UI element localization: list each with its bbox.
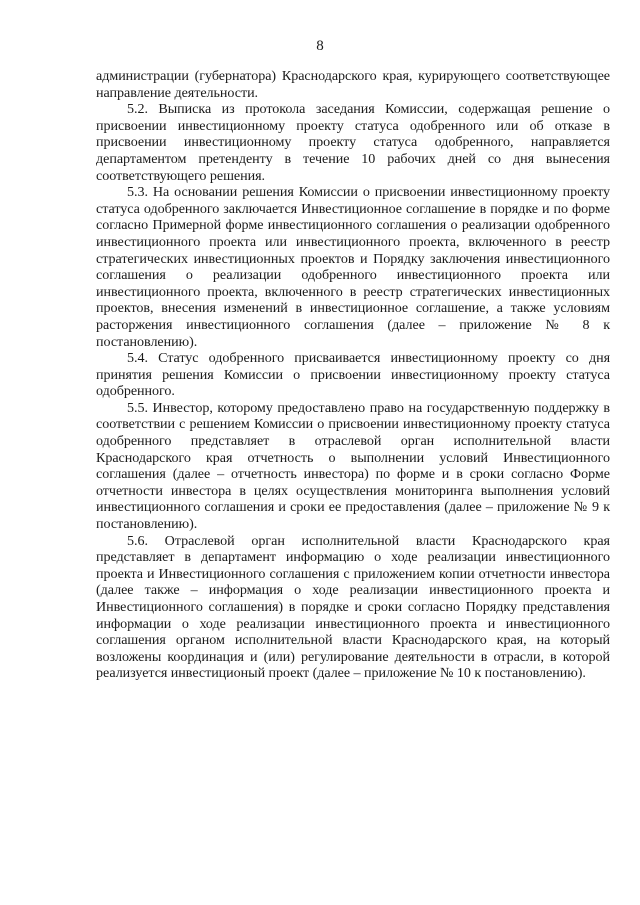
paragraph-5-6: 5.6. Отраслевой орган исполнительной власти Краснодарского края представляет в департамент информацию о ходе реализации инвестиционного проекта и Инвестиционного соглашения с приложением копии отчетности инвестора (далее также – информация о ходе реализации инвестиционного проекта и Инвестиционного соглашения) в порядке и сроки согласно Порядку представления информации о ходе реализации инвестиционного проекта и инвестиционного соглашения органом исполнительной власти Краснодарского края, на который возложены координация и (или) регулирование деятельности в отрасли, в которой реализуется инвестиционый проект (далее – приложение № 10 к постановлению). bbox=[96, 532, 610, 682]
paragraph-continuation: администрации (губернатора) Краснодарского края, курирующего соответствующее направление деятельности. bbox=[96, 68, 610, 101]
paragraph-5-3: 5.3. На основании решения Комиссии о присвоении инвестиционному проекту статуса одобренного заключается Инвестиционное соглашение в порядке и по форме согласно Примерной форме инвестиционного соглашения о реализации одобренного инвестиционного проекта или инвестиционного проекта, включенного в реестр стратегических инвестиционных проектов и Порядку заключения инвестиционного соглашения о реализации одобренного инвестиционного проекта или инвестиционного проекта, включенного в реестр стратегических инвестиционных проектов, внесения изменений в инвестиционное соглашение, а также условиям расторжения инвестиционного соглашения (далее – приложение № 8 к постановлению). bbox=[96, 184, 610, 350]
paragraph-5-5: 5.5. Инвестор, которому предоставлено право на государственную поддержку в соответствии с решением Комиссии о присвоении инвестиционному проекту статуса одобренного представляет в отраслевой орган исполнительной власти Краснодарского края отчетность о выполнении условий Инвестиционного соглашения (далее – отчетность инвестора) по форме и в сроки согласно Форме отчетности инвестора в целях осуществления мониторинга выполнения условий инвестиционного соглашения и сроки ее предоставления (далее – приложение № 9 к постановлению). bbox=[96, 399, 610, 533]
page-number: 8 bbox=[316, 38, 324, 54]
paragraph-5-2: 5.2. Выписка из протокола заседания Комиссии, содержащая решение о присвоении инвестиционному проекту статуса одобренного или об отказе в присвоении инвестиционному проекту статуса одобренного, направляется департаментом претенденту в течение 10 рабочих дней со дня вынесения соответствующего решения. bbox=[96, 101, 610, 184]
document-body bbox=[96, 68, 610, 682]
paragraph-5-4: 5.4. Статус одобренного присваивается инвестиционному проекту со дня принятия решения Комиссии о присвоении инвестиционному проекту статуса одобренного. bbox=[96, 350, 610, 400]
